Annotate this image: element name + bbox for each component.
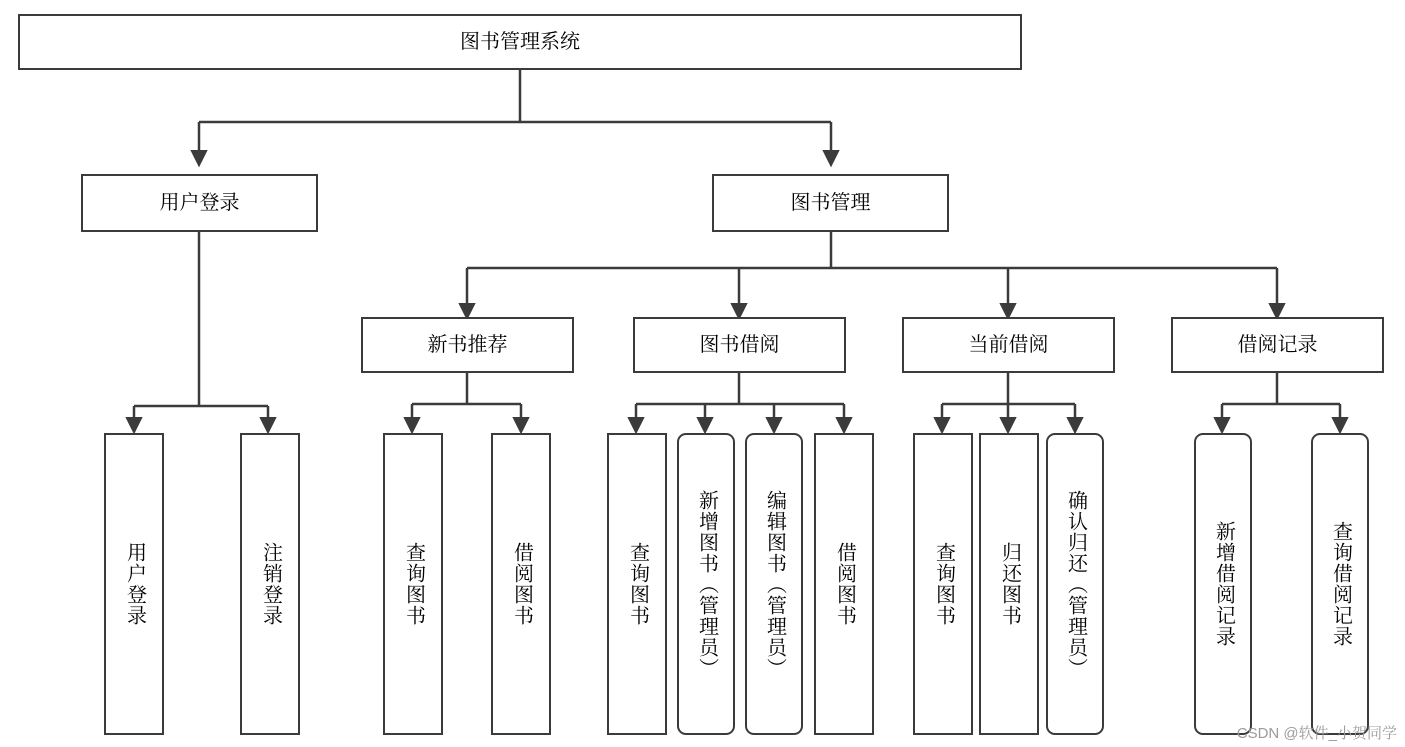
node-leaf-label: 用户登录 xyxy=(123,542,146,626)
node-user-login-label: 用户登录 xyxy=(159,191,240,214)
node-leaf-current-query-book xyxy=(913,433,973,735)
node-leaf-recommend-query-book xyxy=(383,433,443,735)
node-leaf-current-confirm-return-admin xyxy=(1046,433,1104,735)
node-root-label: 图书管理系统 xyxy=(460,30,580,53)
node-leaf-borrow-edit-book-admin xyxy=(745,433,803,735)
node-leaf-recommend-borrow-book xyxy=(491,433,551,735)
node-leaf-label: 确认归还（管理员） xyxy=(1064,489,1087,679)
node-new-book-recommend xyxy=(361,317,574,373)
node-leaf-login-user-login xyxy=(104,433,164,735)
node-book-borrow-label: 图书借阅 xyxy=(699,333,780,356)
node-leaf-label: 查询图书 xyxy=(932,542,955,626)
node-leaf-label: 查询图书 xyxy=(402,542,425,626)
node-leaf-label: 新增借阅记录 xyxy=(1212,521,1235,647)
node-leaf-borrow-borrow-book xyxy=(814,433,874,735)
node-user-login xyxy=(81,174,318,232)
node-new-book-recommend-label: 新书推荐 xyxy=(427,333,508,356)
node-book-management-label: 图书管理 xyxy=(790,191,871,214)
node-current-borrow xyxy=(902,317,1115,373)
node-leaf-label: 借阅图书 xyxy=(833,542,856,626)
node-leaf-records-add-record xyxy=(1194,433,1252,735)
node-leaf-label: 查询图书 xyxy=(626,542,649,626)
node-leaf-label: 归还图书 xyxy=(998,542,1021,626)
node-current-borrow-label: 当前借阅 xyxy=(968,333,1049,356)
node-leaf-label: 查询借阅记录 xyxy=(1329,521,1352,647)
node-leaf-borrow-add-book-admin xyxy=(677,433,735,735)
node-borrow-records xyxy=(1171,317,1384,373)
watermark: CSDN @软件_小贺同学 xyxy=(1236,725,1397,742)
node-leaf-borrow-query-book xyxy=(607,433,667,735)
node-leaf-label: 编辑图书（管理员） xyxy=(763,489,786,679)
node-leaf-login-logout xyxy=(240,433,300,735)
node-root xyxy=(18,14,1022,70)
node-leaf-records-query-record xyxy=(1311,433,1369,735)
node-leaf-current-return-book xyxy=(979,433,1039,735)
node-borrow-records-label: 借阅记录 xyxy=(1237,333,1318,356)
node-leaf-label: 借阅图书 xyxy=(510,542,533,626)
node-leaf-label: 注销登录 xyxy=(259,542,282,626)
node-book-management xyxy=(712,174,949,232)
node-book-borrow xyxy=(633,317,846,373)
node-leaf-label: 新增图书（管理员） xyxy=(695,489,718,679)
